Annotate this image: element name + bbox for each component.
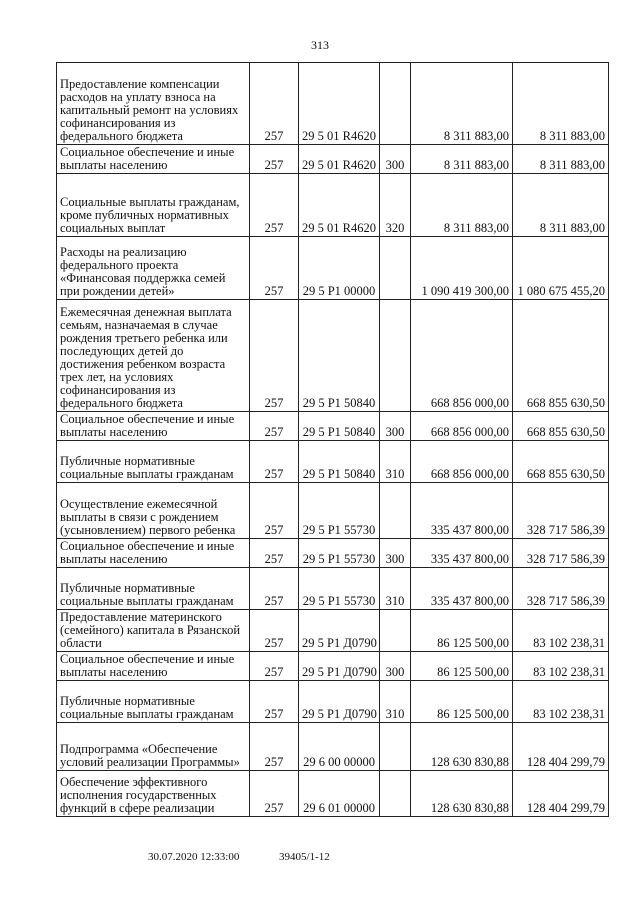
table-row [57, 723, 609, 771]
planned-amount-cell: 8 311 883,00 [411, 63, 513, 145]
ministry-code-cell: 257 [250, 539, 299, 568]
executed-amount-cell: 328 717 586,39 [513, 539, 609, 568]
executed-amount-cell: 328 717 586,39 [513, 483, 609, 539]
item-name-cell: Социальное обеспечение и иные выплаты населению [57, 652, 250, 681]
table-row [57, 681, 609, 723]
planned-amount-cell: 86 125 500,00 [411, 681, 513, 723]
executed-amount-cell: 668 855 630,50 [513, 300, 609, 412]
ministry-code-cell: 257 [250, 441, 299, 483]
expense-type-cell: 300 [380, 412, 411, 441]
planned-amount-cell: 668 856 000,00 [411, 441, 513, 483]
budget-table [56, 62, 609, 817]
target-article-cell: 29 5 P1 00000 [299, 237, 380, 300]
planned-amount-cell: 335 437 800,00 [411, 483, 513, 539]
expense-type-cell [380, 63, 411, 145]
table-row [57, 174, 609, 237]
target-article-cell: 29 5 P1 Д0790 [299, 610, 380, 652]
item-name-cell: Социальное обеспечение и иные выплаты населению [57, 145, 250, 174]
expense-type-cell [380, 723, 411, 771]
planned-amount-cell: 8 311 883,00 [411, 145, 513, 174]
ministry-code-cell: 257 [250, 145, 299, 174]
table-row [57, 237, 609, 300]
expense-type-cell: 300 [380, 145, 411, 174]
planned-amount-cell: 86 125 500,00 [411, 610, 513, 652]
planned-amount-cell: 8 311 883,00 [411, 174, 513, 237]
target-article-cell: 29 5 P1 Д0790 [299, 681, 380, 723]
ministry-code-cell: 257 [250, 483, 299, 539]
expense-type-cell [380, 610, 411, 652]
ministry-code-cell: 257 [250, 174, 299, 237]
item-name-cell: Публичные нормативные социальные выплаты гражданам [57, 441, 250, 483]
executed-amount-cell: 83 102 238,31 [513, 681, 609, 723]
expense-type-cell [380, 237, 411, 300]
executed-amount-cell: 83 102 238,31 [513, 652, 609, 681]
executed-amount-cell: 128 404 299,79 [513, 723, 609, 771]
expense-type-cell: 320 [380, 174, 411, 237]
footer-document-number: 39405/1-12 [279, 851, 330, 863]
expense-type-cell [380, 771, 411, 817]
target-article-cell: 29 5 P1 55730 [299, 539, 380, 568]
target-article-cell: 29 5 01 R4620 [299, 174, 380, 237]
executed-amount-cell: 128 404 299,79 [513, 771, 609, 817]
item-name-cell: Подпрограмма «Обеспечение условий реализации Программы» [57, 723, 250, 771]
item-name-cell: Ежемесячная денежная выплата семьям, назначаемая в случае рождения третьего ребенка или последующих детей до достижения ребенком возраста трех лет, на условиях софинансирования из федерального бюджета [57, 300, 250, 412]
planned-amount-cell: 335 437 800,00 [411, 539, 513, 568]
planned-amount-cell: 668 856 000,00 [411, 300, 513, 412]
executed-amount-cell: 668 855 630,50 [513, 441, 609, 483]
table-row [57, 568, 609, 610]
expense-type-cell: 300 [380, 652, 411, 681]
expense-type-cell: 310 [380, 441, 411, 483]
table-row [57, 300, 609, 412]
item-name-cell: Предоставление материнского (семейного) капитала в Рязанской области [57, 610, 250, 652]
table-row [57, 610, 609, 652]
planned-amount-cell: 128 630 830,88 [411, 771, 513, 817]
ministry-code-cell: 257 [250, 300, 299, 412]
ministry-code-cell: 257 [250, 610, 299, 652]
item-name-cell: Социальное обеспечение и иные выплаты населению [57, 539, 250, 568]
executed-amount-cell: 8 311 883,00 [513, 174, 609, 237]
target-article-cell: 29 5 P1 55730 [299, 568, 380, 610]
planned-amount-cell: 668 856 000,00 [411, 412, 513, 441]
page-number: 313 [311, 38, 329, 52]
table-row [57, 539, 609, 568]
executed-amount-cell: 8 311 883,00 [513, 63, 609, 145]
target-article-cell: 29 5 P1 Д0790 [299, 652, 380, 681]
table-row [57, 441, 609, 483]
target-article-cell: 29 6 01 00000 [299, 771, 380, 817]
ministry-code-cell: 257 [250, 568, 299, 610]
ministry-code-cell: 257 [250, 771, 299, 817]
item-name-cell: Публичные нормативные социальные выплаты гражданам [57, 681, 250, 723]
target-article-cell: 29 5 P1 50840 [299, 300, 380, 412]
item-name-cell: Социальные выплаты гражданам, кроме публичных нормативных социальных выплат [57, 174, 250, 237]
item-name-cell: Обеспечение эффективного исполнения государственных функций в сфере реализации [57, 771, 250, 817]
item-name-cell: Расходы на реализацию федерального проекта «Финансовая поддержка семей при рождении детей» [57, 237, 250, 300]
target-article-cell: 29 5 01 R4620 [299, 145, 380, 174]
expense-type-cell: 310 [380, 568, 411, 610]
ministry-code-cell: 257 [250, 681, 299, 723]
ministry-code-cell: 257 [250, 723, 299, 771]
executed-amount-cell: 328 717 586,39 [513, 568, 609, 610]
expense-type-cell: 310 [380, 681, 411, 723]
table-row [57, 483, 609, 539]
ministry-code-cell: 257 [250, 63, 299, 145]
planned-amount-cell: 86 125 500,00 [411, 652, 513, 681]
ministry-code-cell: 257 [250, 412, 299, 441]
planned-amount-cell: 335 437 800,00 [411, 568, 513, 610]
target-article-cell: 29 5 P1 50840 [299, 412, 380, 441]
table-row [57, 412, 609, 441]
executed-amount-cell: 1 080 675 455,20 [513, 237, 609, 300]
expense-type-cell [380, 483, 411, 539]
ministry-code-cell: 257 [250, 652, 299, 681]
executed-amount-cell: 668 855 630,50 [513, 412, 609, 441]
item-name-cell: Публичные нормативные социальные выплаты гражданам [57, 568, 250, 610]
target-article-cell: 29 5 P1 50840 [299, 441, 380, 483]
item-name-cell: Осуществление ежемесячной выплаты в связи с рождением (усыновлением) первого ребенка [57, 483, 250, 539]
executed-amount-cell: 83 102 238,31 [513, 610, 609, 652]
expense-type-cell [380, 300, 411, 412]
target-article-cell: 29 5 P1 55730 [299, 483, 380, 539]
table-row [57, 145, 609, 174]
table-row [57, 771, 609, 817]
item-name-cell: Социальное обеспечение и иные выплаты населению [57, 412, 250, 441]
table-row [57, 652, 609, 681]
ministry-code-cell: 257 [250, 237, 299, 300]
footer-timestamp: 30.07.2020 12:33:00 [148, 851, 240, 863]
executed-amount-cell: 8 311 883,00 [513, 145, 609, 174]
planned-amount-cell: 128 630 830,88 [411, 723, 513, 771]
table-row [57, 63, 609, 145]
expense-type-cell: 300 [380, 539, 411, 568]
target-article-cell: 29 5 01 R4620 [299, 63, 380, 145]
planned-amount-cell: 1 090 419 300,00 [411, 237, 513, 300]
item-name-cell: Предоставление компенсации расходов на уплату взноса на капитальный ремонт на условиях софинансирования из федерального бюджета [57, 63, 250, 145]
target-article-cell: 29 6 00 00000 [299, 723, 380, 771]
